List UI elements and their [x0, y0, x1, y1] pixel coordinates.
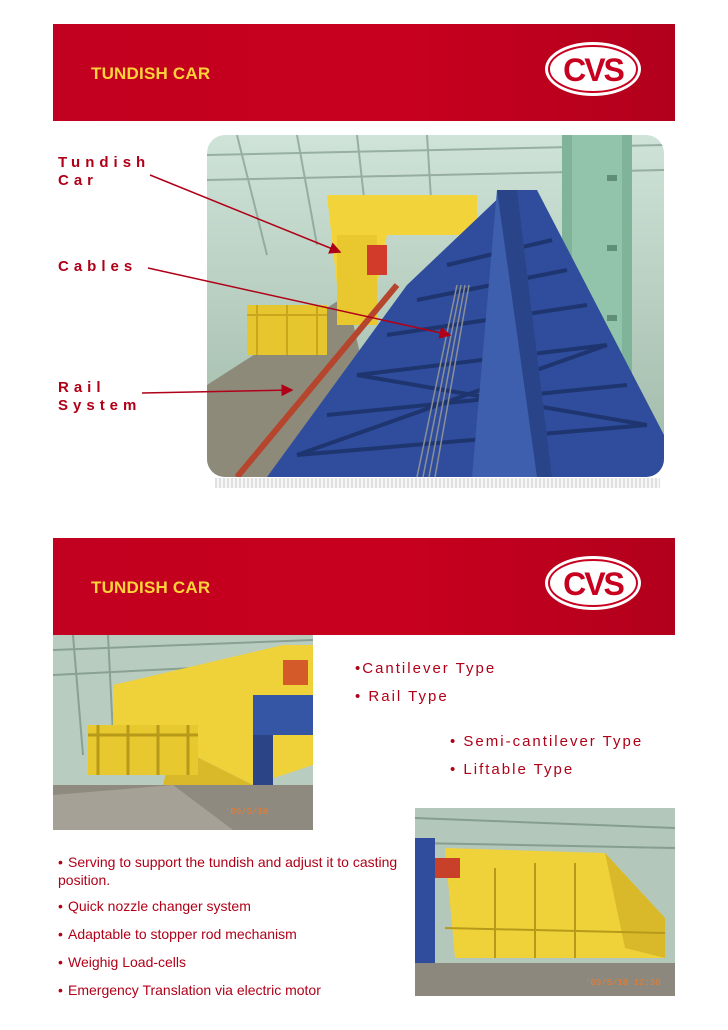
svg-text:CVS: CVS — [563, 52, 623, 88]
label-cables: Cables — [58, 258, 138, 275]
feature-item: • Quick nozzle changer system — [58, 898, 251, 914]
type-semi-cantilever: • Semi-cantilever Type — [450, 733, 644, 750]
slide-2-title: TUNDISH CAR — [91, 578, 211, 597]
cvs-logo — [543, 39, 643, 99]
slide-2-header-banner — [53, 538, 675, 635]
feature-item: • Weighig Load-cells — [58, 954, 187, 970]
photo-date-stamp: '09/5/18 — [225, 807, 269, 817]
cantilever-car-photo — [53, 635, 313, 830]
type-rail: • Rail Type — [355, 688, 449, 705]
slide-1-header-banner — [53, 24, 675, 121]
liftable-car-photo — [415, 808, 675, 996]
cvs-logo — [543, 553, 643, 613]
tundish-car-rail-photo — [207, 135, 664, 477]
feature-item: • Adaptable to stopper rod mechanism — [58, 926, 297, 942]
label-tundish-car: Tundish Car — [58, 154, 151, 189]
photo-date-stamp: '09/5/18 12:30 — [585, 978, 661, 988]
feature-item: • Emergency Translation via electric motor — [58, 982, 321, 998]
type-cantilever: •Cantilever Type — [355, 660, 497, 677]
label-rail-system: Rail System — [58, 379, 142, 414]
photo-shadow — [215, 478, 660, 488]
type-liftable: • Liftable Type — [450, 761, 575, 778]
slide-1-title: TUNDISH CAR — [91, 64, 211, 83]
feature-item: • Serving to support the tundish and adjust it to casting position. — [58, 854, 398, 888]
svg-text:CVS: CVS — [563, 566, 623, 602]
